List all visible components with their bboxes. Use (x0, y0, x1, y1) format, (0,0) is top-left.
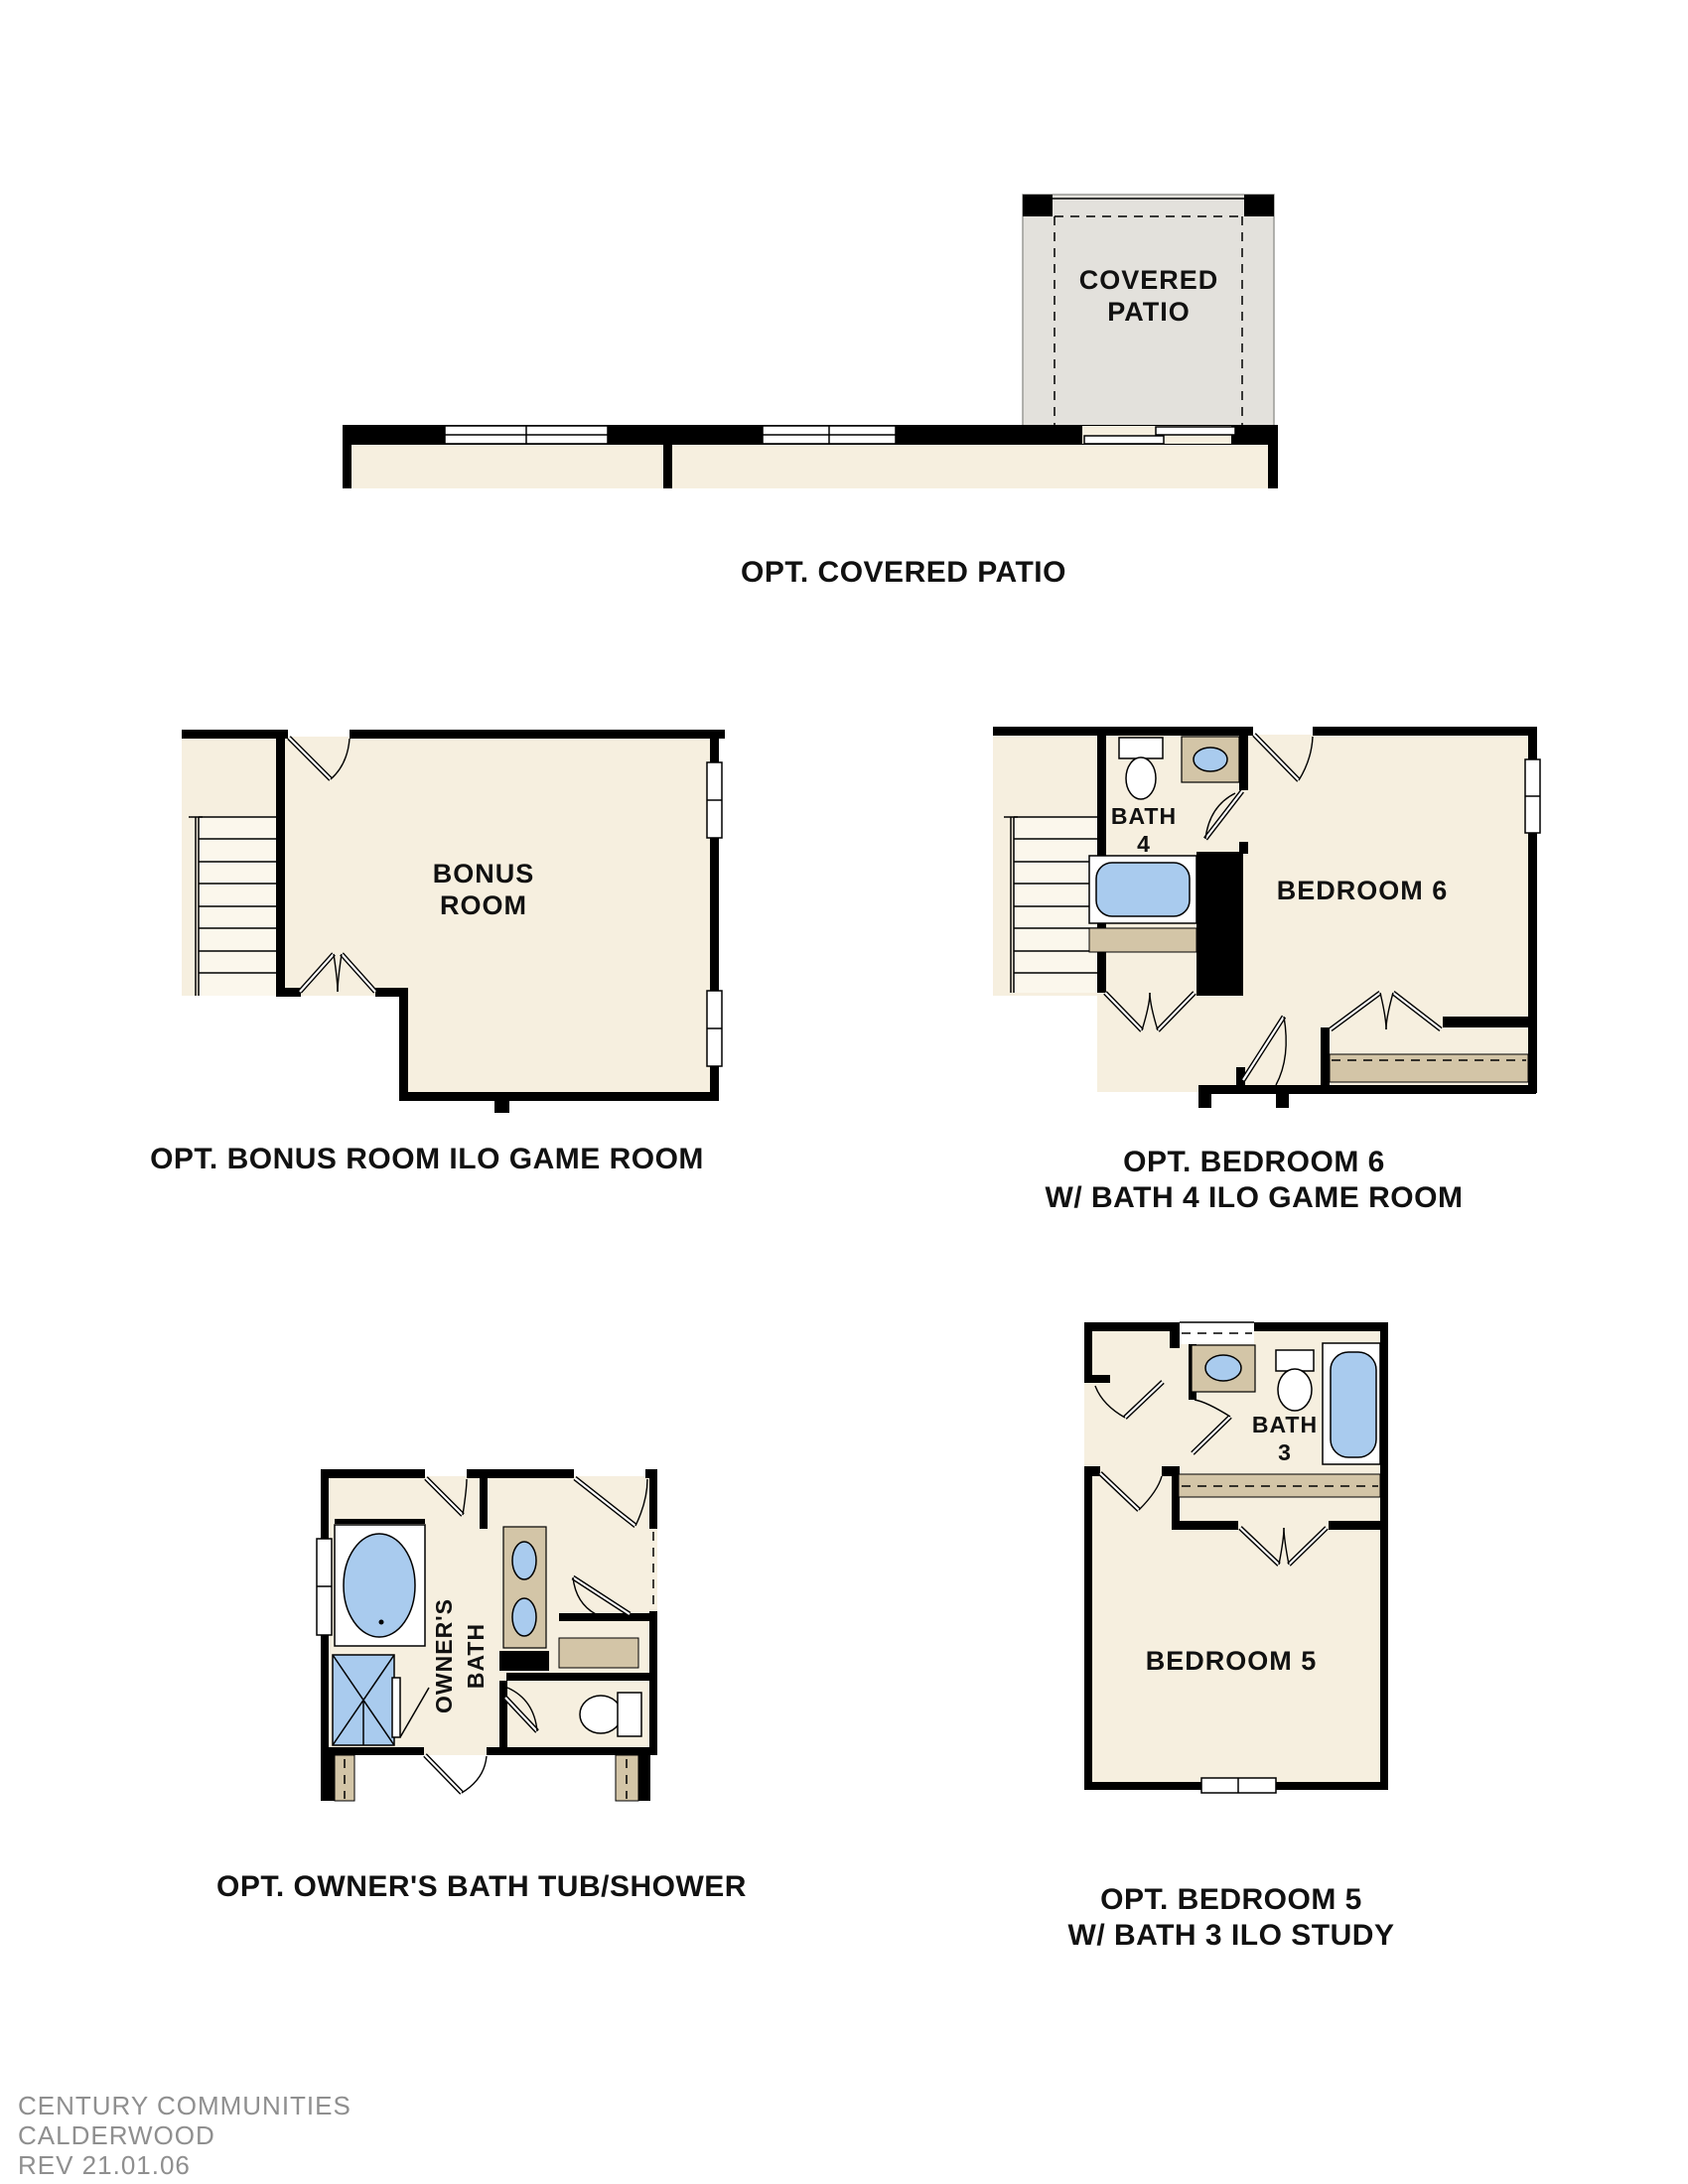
window-icon (707, 762, 722, 838)
caption-owners-bath: OPT. OWNER'S BATH TUB/SHOWER (216, 1870, 747, 1903)
patio-post-right (1244, 195, 1274, 216)
owners-bath-label-line2: BATH (463, 1622, 489, 1690)
vanity-sink-icon (1192, 1345, 1255, 1392)
footer-block (18, 2091, 352, 2180)
footer-revision: REV 21.01.06 (18, 2150, 191, 2180)
owners-bath-label-line1: OWNER'S (431, 1598, 457, 1713)
bathtub-icon (1323, 1343, 1380, 1464)
figure-covered-patio (343, 195, 1278, 589)
footer-plan-name: CALDERWOOD (18, 2120, 215, 2150)
patio-post-left (1023, 195, 1053, 216)
bath4-label-line2: 4 (1137, 831, 1151, 857)
closet-shelf (1330, 1054, 1528, 1082)
window-icon (707, 991, 722, 1066)
caption-covered-patio: OPT. COVERED PATIO (741, 556, 1066, 589)
linen-counter (559, 1638, 638, 1668)
sliding-door-icon (1082, 426, 1235, 444)
linen-counter (1089, 928, 1196, 952)
caption-bedroom6-line2: W/ BATH 4 ILO GAME ROOM (1045, 1181, 1464, 1214)
door-swing-icon (425, 1755, 487, 1793)
bedroom5-room-label: BEDROOM 5 (1145, 1646, 1318, 1676)
patio-room-label-line1: COVERED (1078, 265, 1219, 295)
caption-bedroom5-line2: W/ BATH 3 ILO STUDY (1067, 1919, 1395, 1952)
bedroom6-room-label: BEDROOM 6 (1276, 876, 1449, 905)
window-icon (763, 426, 896, 444)
hall-continuation (335, 1755, 638, 1801)
stairs-icon (189, 817, 276, 996)
caption-bedroom5-line1: OPT. BEDROOM 5 (1100, 1883, 1362, 1916)
cased-opening-dashed (1180, 1322, 1254, 1344)
closet-shelf (1179, 1474, 1380, 1497)
bath3-label-line2: 3 (1278, 1439, 1292, 1465)
window-icon (1201, 1778, 1276, 1793)
toilet-icon (1276, 1350, 1314, 1411)
vanity-sink-icon (1182, 737, 1239, 782)
window-icon (445, 426, 608, 444)
bonus-room-label-line1: BONUS (432, 859, 535, 888)
bathtub-icon (1089, 856, 1196, 923)
bathtub-icon (335, 1525, 425, 1646)
figure-bonus-room (150, 730, 725, 1175)
rear-wall-divider (663, 425, 672, 488)
caption-bonus-room: OPT. BONUS ROOM ILO GAME ROOM (150, 1143, 704, 1175)
window-icon (317, 1539, 332, 1635)
figure-bedroom6 (993, 727, 1540, 1214)
figure-bedroom5 (1068, 1322, 1395, 1952)
caption-bedroom6-line1: OPT. BEDROOM 6 (1123, 1146, 1385, 1178)
bath3-label-line1: BATH (1251, 1412, 1319, 1437)
rear-wall-left-return (343, 425, 352, 488)
bonus-room-label-line2: ROOM (440, 890, 527, 920)
house-interior-strip (348, 443, 1271, 488)
stairs-icon (1004, 817, 1097, 993)
vanity-sink-icon (503, 1527, 546, 1648)
figure-owners-bath (216, 1469, 747, 1903)
footer-brand: CENTURY COMMUNITIES (18, 2091, 352, 2120)
rear-wall-right-return (1268, 425, 1278, 488)
patio-room-label-line2: PATIO (1107, 297, 1191, 327)
bath4-label-line1: BATH (1110, 803, 1178, 829)
window-icon (1525, 759, 1540, 833)
toilet-icon (580, 1693, 641, 1736)
